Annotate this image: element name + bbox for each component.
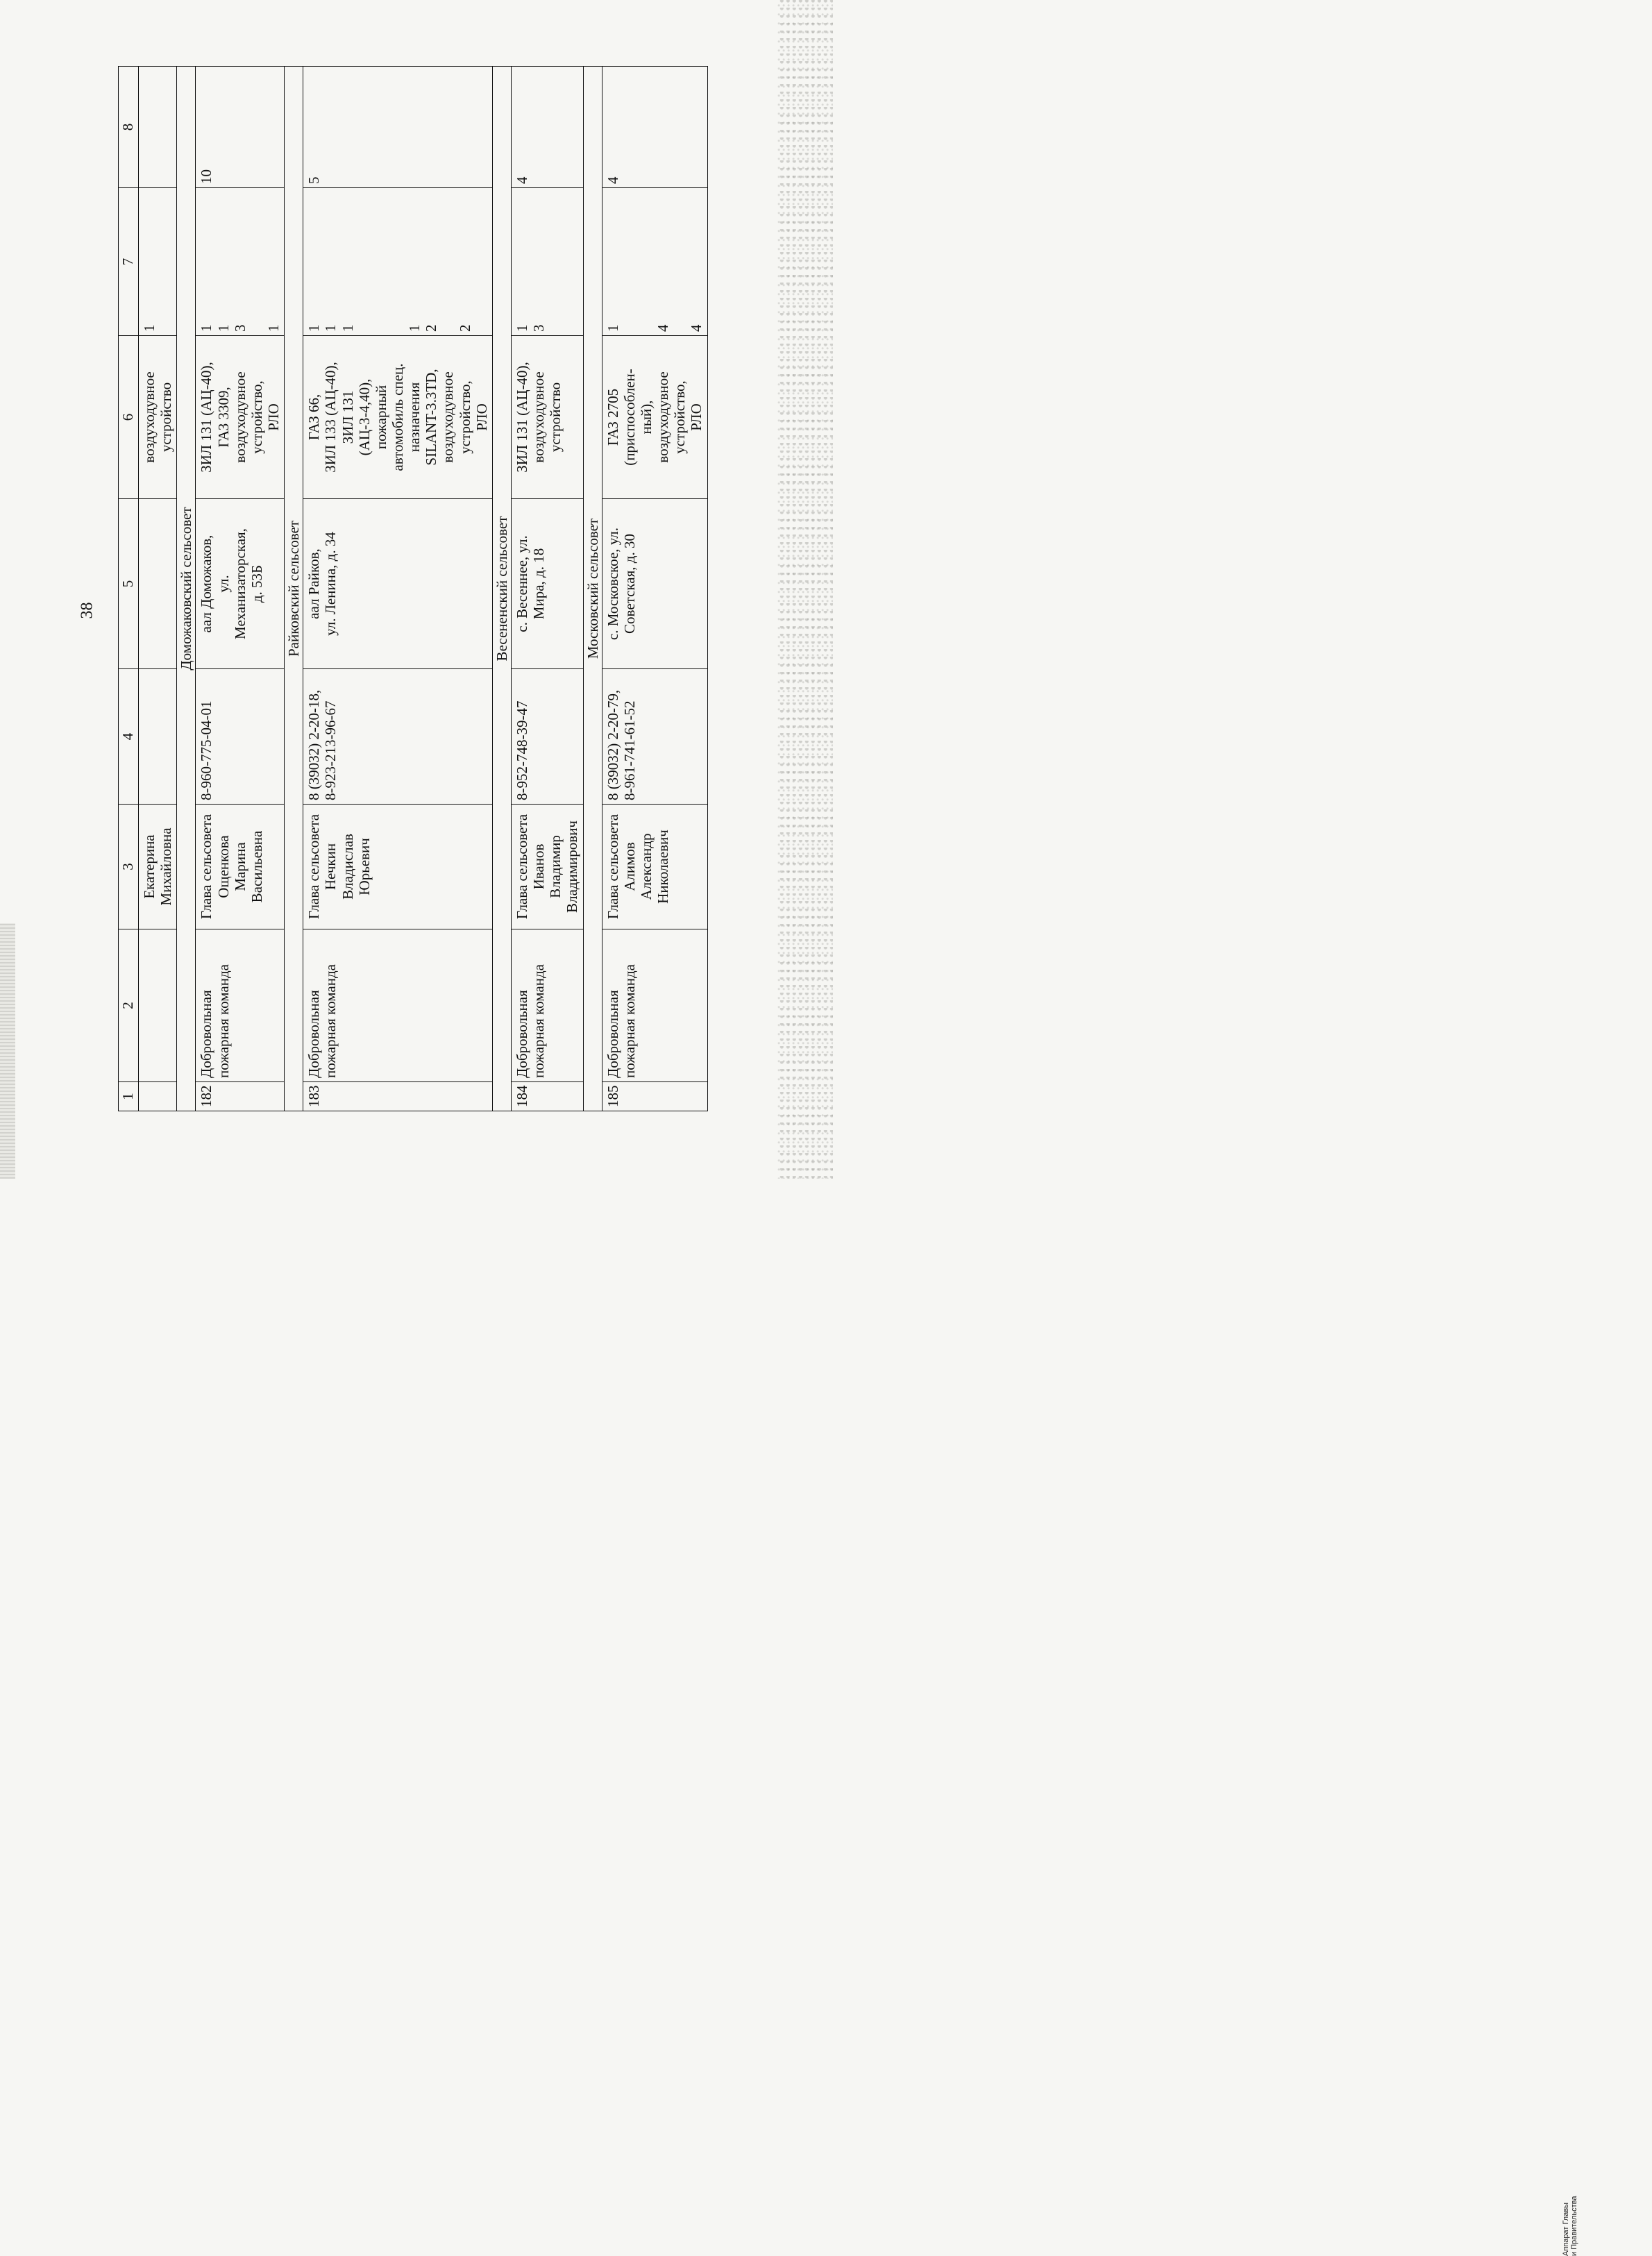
table-row [196, 67, 285, 1111]
continuation-count: 1 [139, 188, 177, 336]
section-title-row [492, 67, 511, 1111]
col-header: 4 [119, 669, 139, 805]
table-row [602, 67, 707, 1111]
rotated-table-area [118, 67, 715, 1111]
head-of-council: Глава сельсовета Нечкин Владислав Юрьевич [303, 805, 493, 929]
section-title: Доможаковский сельсовет [177, 67, 196, 1111]
col-header: 1 [119, 1082, 139, 1111]
equipment: ГАЗ 66, ЗИЛ 133 (АЦ-40), ЗИЛ 131 (АЦ-3-4,40), пожарный автомобиль спец. назначения SILANT-3.3TD, воздуходувное устройство, РЛО [303, 336, 493, 499]
address: аал Доможаков, ул. Механизаторская, д. 53Б [196, 499, 285, 669]
equipment: ГАЗ 2705 (приспособлен- ный), воздуходувное устройство, РЛО [602, 336, 707, 499]
phone-numbers: 8-960-775-04-01 [196, 669, 285, 805]
continuation-row [139, 67, 177, 1111]
section-title-row [177, 67, 196, 1111]
section-title: Московский сельсовет [583, 67, 602, 1111]
table-row [303, 67, 493, 1111]
continuation-equipment: воздуходувное устройство [139, 336, 177, 499]
head-of-council: Глава сельсовета Ощенкова Марина Васильевна [196, 805, 285, 929]
head-of-council: Глава сельсовета Иванов Владимир Владимирович [511, 805, 583, 929]
equipment-counts: 1 1 3 1 [196, 188, 285, 336]
phone-numbers: 8 (39032) 2-20-18, 8-923-213-96-67 [303, 669, 493, 805]
section-title: Райковский сельсовет [285, 67, 303, 1111]
section-title-row [583, 67, 602, 1111]
row-number: 183 [303, 1082, 493, 1111]
col-header: 2 [119, 929, 139, 1082]
scan-artifact-right [777, 0, 833, 1179]
equipment: ЗИЛ 131 (АЦ-40), ГАЗ 3309, воздуходувное устройство, РЛО [196, 336, 285, 499]
fire-brigade-table [118, 66, 708, 1111]
sections-body [177, 67, 707, 1111]
equipment-counts: 1 3 [511, 188, 583, 336]
equipment-counts: 1 4 4 [602, 188, 707, 336]
brigade-type: Добровольная пожарная команда [303, 929, 493, 1082]
phone-numbers: 8 (39032) 2-20-79, 8-961-741-61-52 [602, 669, 707, 805]
phone-numbers: 8-952-748-39-47 [511, 669, 583, 805]
office-stamp: Аппарат Главы и Правительства [1562, 2196, 1579, 2256]
address: с. Весеннее, ул. Мира, д. 18 [511, 499, 583, 669]
section-title-row [285, 67, 303, 1111]
brigade-type: Добровольная пожарная команда [511, 929, 583, 1082]
personnel-count: 5 [303, 67, 493, 188]
continuation-name: Екатерина Михайловна [139, 805, 177, 929]
section-title: Весененский сельсовет [492, 67, 511, 1111]
column-number-row [119, 67, 139, 1111]
col-header: 8 [119, 67, 139, 188]
equipment-counts: 1 1 1 1 2 2 [303, 188, 493, 336]
row-number: 184 [511, 1082, 583, 1111]
personnel-count: 4 [602, 67, 707, 188]
head-of-council: Глава сельсовета Алимов Александр Николаевич [602, 805, 707, 929]
brigade-type: Добровольная пожарная команда [602, 929, 707, 1082]
address: аал Райков, ул. Ленина, д. 34 [303, 499, 493, 669]
brigade-type: Добровольная пожарная команда [196, 929, 285, 1082]
personnel-count: 4 [511, 67, 583, 188]
col-header: 3 [119, 805, 139, 929]
scan-artifact-left [0, 923, 15, 1179]
row-number: 185 [602, 1082, 707, 1111]
page-number: 38 [78, 602, 96, 619]
address: с. Московское, ул. Советская, д. 30 [602, 499, 707, 669]
col-header: 6 [119, 336, 139, 499]
col-header: 7 [119, 188, 139, 336]
col-header: 5 [119, 499, 139, 669]
row-number: 182 [196, 1082, 285, 1111]
table-sheet [118, 67, 715, 1111]
personnel-count: 10 [196, 67, 285, 188]
table-row [511, 67, 583, 1111]
equipment: ЗИЛ 131 (АЦ-40), воздуходувное устройство [511, 336, 583, 499]
